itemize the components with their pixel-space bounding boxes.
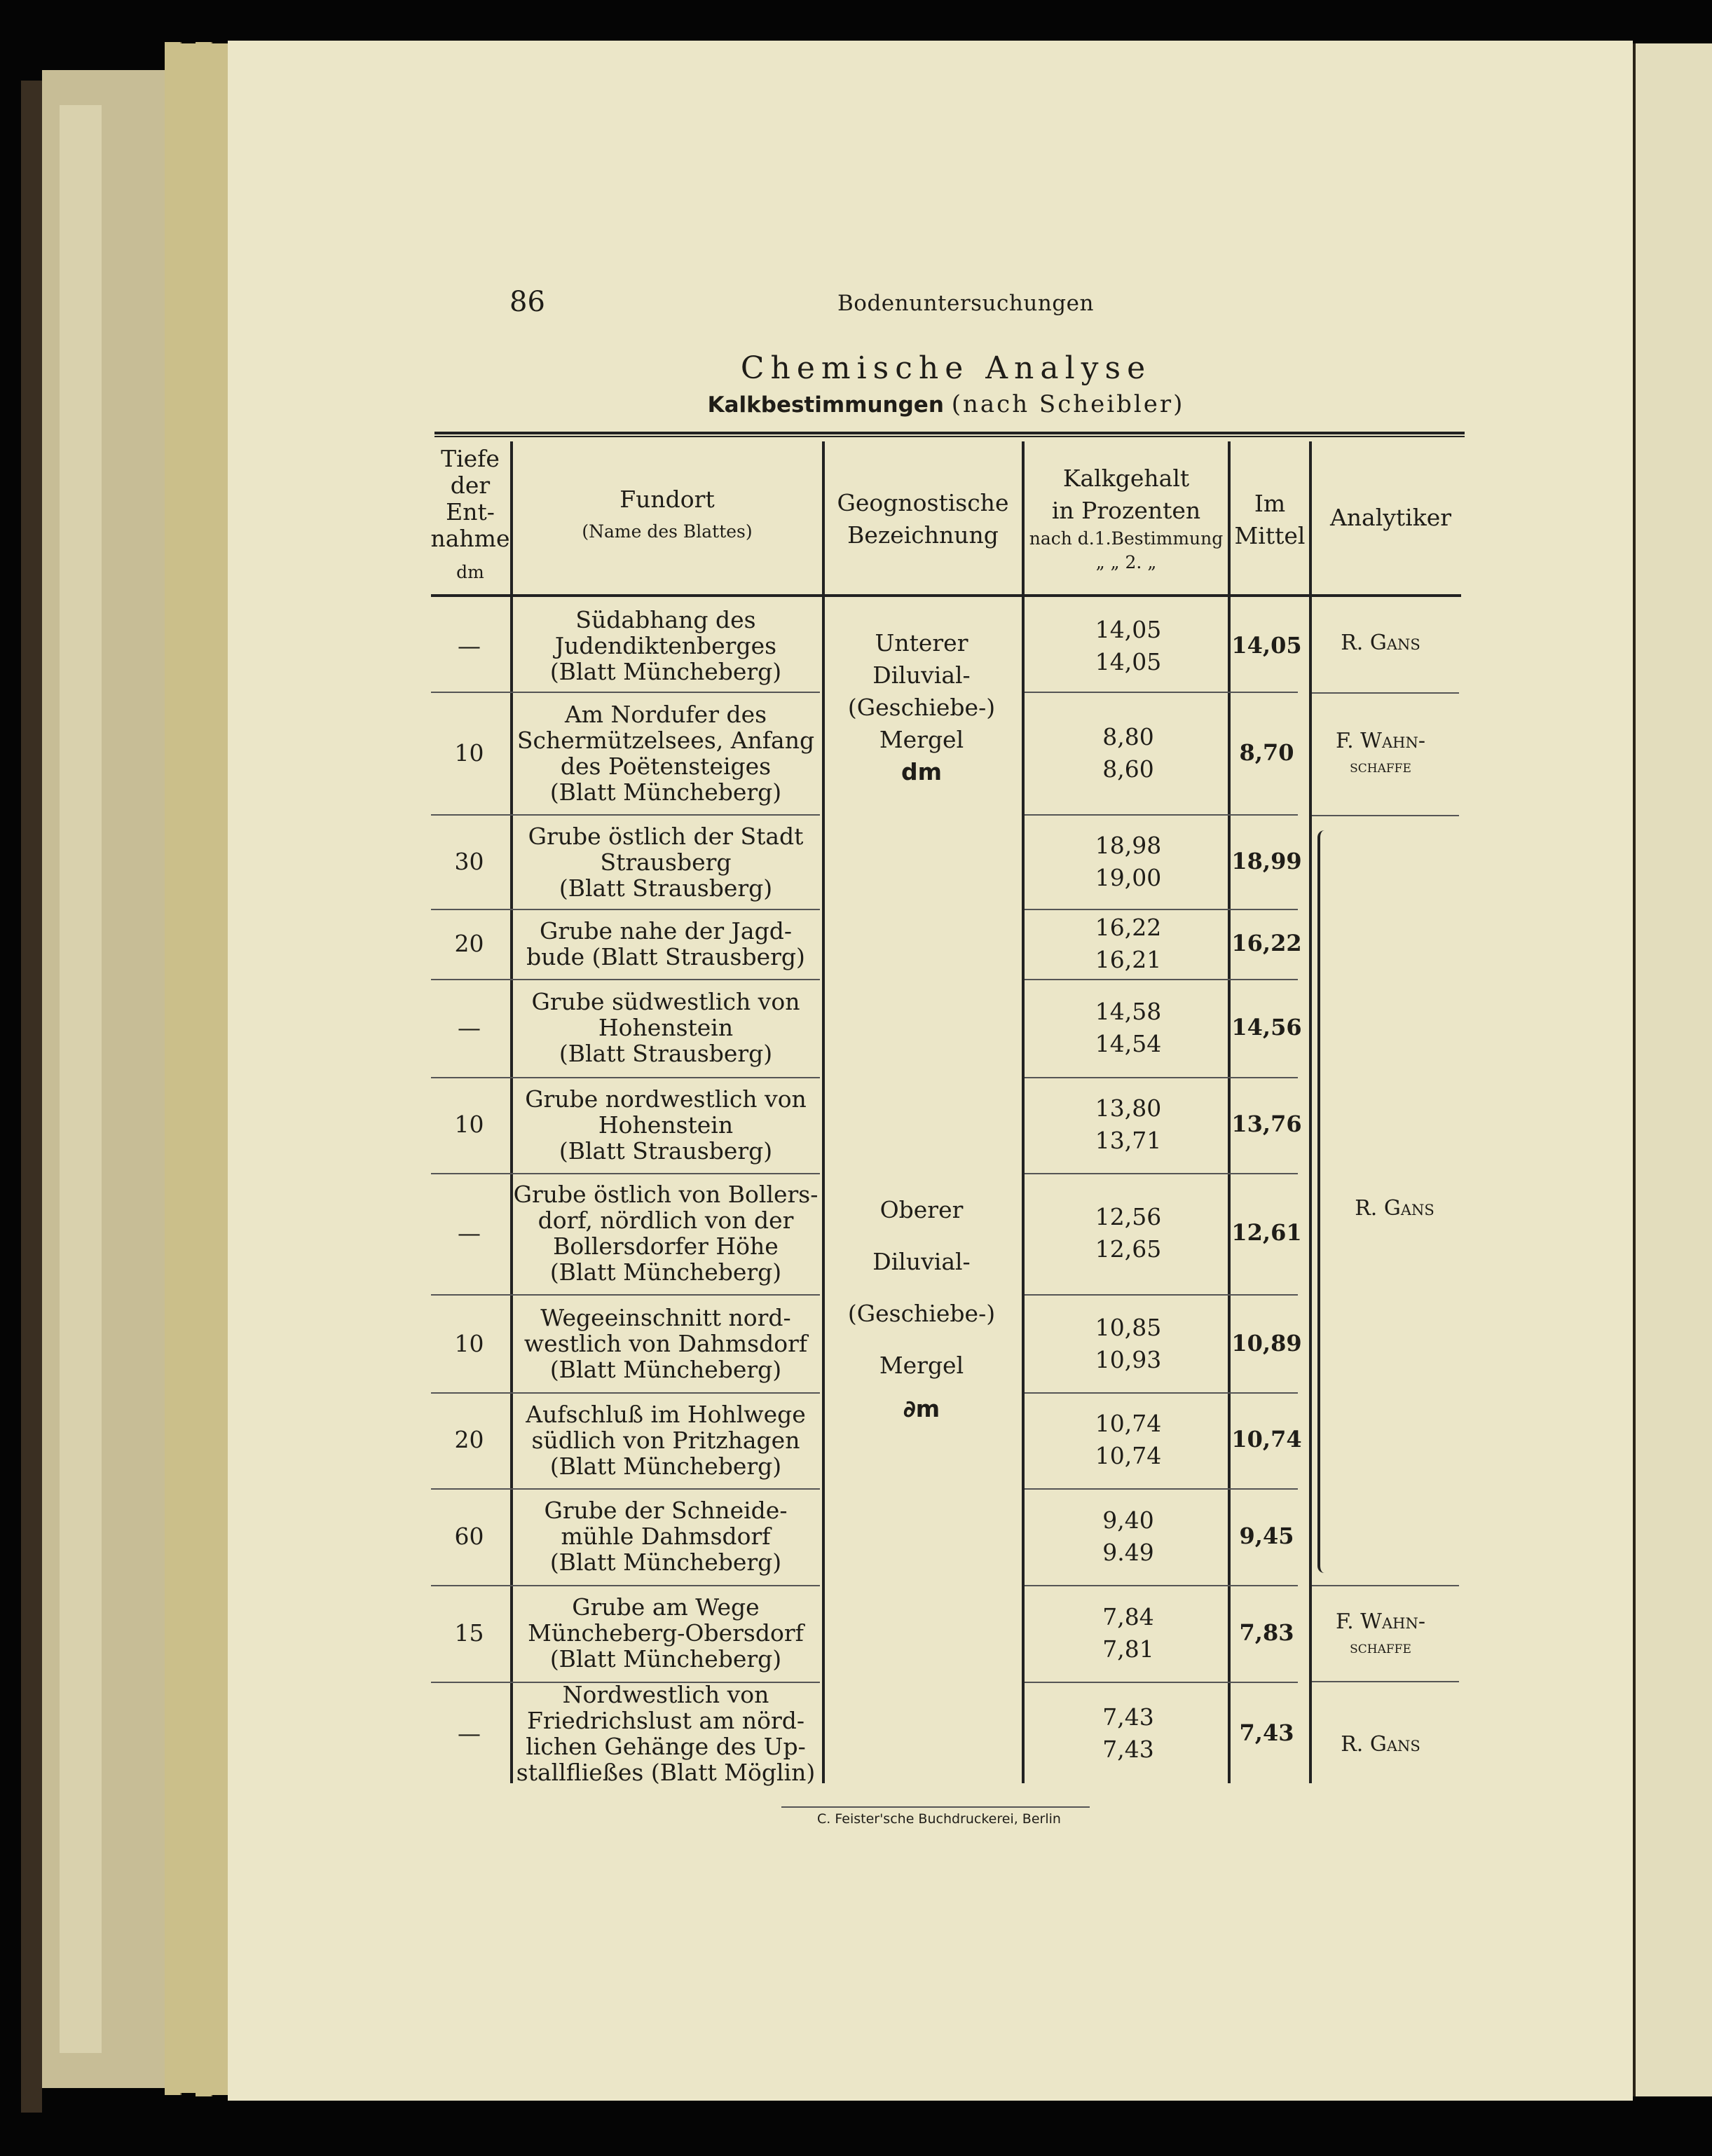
page-stack-edge — [165, 42, 182, 2095]
value-v2: 10,93 — [1095, 1345, 1162, 1373]
fundort-line: dorf, nördlich von der — [537, 1207, 794, 1234]
col-divider-5 — [1309, 441, 1312, 1783]
header-analytiker: Analytiker — [1329, 504, 1452, 531]
row-values — [1023, 1701, 1233, 1766]
row-fundort — [512, 607, 820, 685]
page-title: Chemische Analyse — [740, 350, 1152, 386]
row-depth: — — [458, 1719, 481, 1747]
row-separator — [431, 1294, 820, 1296]
analyst-separator — [1312, 815, 1459, 816]
row-fundort — [512, 1181, 820, 1285]
analyst-separator — [1312, 1585, 1459, 1586]
fundort-line: Grube der Schneide- — [544, 1497, 788, 1524]
subtitle-bold: Kalkbestimmungen — [707, 392, 944, 418]
fundort-line: Am Nordufer des — [564, 701, 767, 728]
row-depth: — — [458, 1219, 481, 1247]
row-separator — [431, 814, 820, 816]
row-depth: 30 — [454, 848, 484, 875]
row-mean: 14,56 — [1231, 1013, 1302, 1041]
row-mean: 12,61 — [1231, 1219, 1302, 1246]
value-v1: 12,56 — [1095, 1203, 1162, 1230]
row-values — [1023, 1312, 1233, 1376]
fundort-line: bude (Blatt Strausberg) — [526, 942, 805, 970]
fundort-line: stallfließes (Blatt Möglin) — [516, 1759, 816, 1786]
header-bottom-rule — [431, 594, 1461, 597]
row-fundort — [512, 1682, 820, 1785]
next-page-edge — [1633, 43, 1712, 2096]
row-mean: 8,70 — [1239, 739, 1294, 766]
header-kalk — [1025, 462, 1228, 575]
header-geo — [825, 487, 1021, 551]
row-separator — [1025, 1077, 1298, 1078]
geo-group-upper — [823, 1184, 1020, 1427]
row-mean: 10,89 — [1231, 1329, 1302, 1357]
row-separator — [431, 1077, 820, 1078]
row-separator — [431, 1392, 820, 1394]
value-v2: 14,05 — [1095, 647, 1162, 675]
value-v2: 14,54 — [1095, 1029, 1162, 1057]
header-mittel — [1231, 488, 1309, 552]
header-geo-line: Bezeichnung — [847, 521, 999, 549]
fundort-line: (Blatt Müncheberg) — [549, 778, 782, 806]
fundort-line: Grube östlich der Stadt — [528, 822, 804, 850]
row-separator — [1025, 1682, 1298, 1683]
header-depth-line: der — [450, 472, 491, 499]
row-separator — [431, 909, 820, 910]
row-separator — [431, 1173, 820, 1174]
value-v2: 13,71 — [1095, 1127, 1162, 1154]
fundort-line: westlich von Dahmsdorf — [523, 1330, 808, 1357]
fundort-line: (Blatt Müncheberg) — [549, 1452, 782, 1480]
fundort-line: mühle Dahmsdorf — [561, 1523, 771, 1550]
row-mean: 7,43 — [1239, 1719, 1294, 1746]
row-values — [1023, 721, 1233, 785]
subtitle-rest: (nach Scheibler) — [951, 390, 1185, 418]
row-separator — [1025, 909, 1298, 910]
geo-line: Mergel — [879, 1352, 964, 1379]
header-depth-line: Tiefe — [441, 445, 500, 472]
row-separator — [431, 979, 820, 980]
analyst-line: F. Wahn- — [1335, 729, 1426, 753]
row-fundort — [512, 918, 820, 970]
header-fundort-sub: (Name des Blattes) — [582, 521, 753, 542]
row-separator — [1025, 692, 1298, 693]
fundort-line: (Blatt Strausberg) — [559, 874, 773, 902]
row-separator — [431, 1585, 820, 1586]
row-mean: 14,05 — [1231, 631, 1302, 659]
value-v1: 13,80 — [1095, 1094, 1162, 1122]
value-v1: 14,05 — [1095, 615, 1162, 643]
page-stack-edge — [180, 43, 197, 2093]
geo-line: Unterer — [875, 629, 968, 657]
fundort-line: Grube nordwestlich von — [525, 1085, 807, 1113]
row-mean: 10,74 — [1231, 1426, 1302, 1453]
row-separator — [431, 692, 820, 693]
row-values — [1023, 830, 1233, 894]
geo-symbol: dm — [900, 758, 942, 785]
fundort-line: (Blatt Müncheberg) — [549, 1549, 782, 1576]
header-kalk-line: Kalkgehalt — [1062, 465, 1190, 492]
row-depth: 20 — [454, 1426, 484, 1453]
fundort-line: Grube nahe der Jagd- — [540, 916, 792, 945]
analyst-separator — [1312, 1681, 1459, 1682]
row-depth: — — [458, 631, 481, 659]
row-fundort — [512, 1594, 820, 1672]
value-v2: 12,65 — [1095, 1235, 1162, 1263]
fundort-line: (Blatt Müncheberg) — [549, 658, 782, 685]
row-separator — [1025, 1585, 1298, 1586]
fundort-line: (Blatt Müncheberg) — [549, 1356, 782, 1383]
running-head: Bodenuntersuchungen — [837, 291, 1094, 316]
header-fundort — [513, 483, 821, 548]
value-v1: 14,58 — [1095, 997, 1162, 1025]
fundort-line: Südabhang des — [575, 606, 756, 633]
row-separator — [1025, 1294, 1298, 1296]
header-kalk-sub1: nach d.1.Bestimmung — [1029, 528, 1224, 549]
row-separator — [1025, 1392, 1298, 1394]
row-depth: 10 — [454, 1329, 484, 1357]
fundort-line: lichen Gehänge des Up- — [526, 1733, 806, 1760]
value-v1: 7,84 — [1102, 1602, 1154, 1630]
header-depth-unit: dm — [456, 562, 484, 582]
header-mittel-line: Mittel — [1234, 522, 1306, 549]
left-page-inner — [60, 105, 102, 2053]
header-depth — [429, 446, 512, 586]
analyst-row-11 — [1317, 1608, 1444, 1659]
geo-group-lower — [823, 627, 1020, 788]
row-mean: 16,22 — [1231, 929, 1302, 956]
row-fundort — [512, 1497, 820, 1575]
page-number: 86 — [509, 286, 545, 318]
row-depth: 15 — [454, 1619, 484, 1647]
analyst-group: R. Gans — [1355, 1196, 1434, 1221]
value-v1: 9,40 — [1102, 1506, 1154, 1534]
geo-line: Mergel — [879, 726, 964, 753]
book-spine — [21, 81, 42, 2113]
row-values — [1023, 1504, 1233, 1569]
row-values — [1023, 1092, 1233, 1157]
fundort-line: Müncheberg-Obersdorf — [528, 1619, 804, 1647]
analyst-line: F. Wahn- — [1335, 1609, 1426, 1634]
geo-line: Diluvial- — [872, 661, 971, 689]
analyst-row-12: R. Gans — [1341, 1732, 1420, 1757]
value-v1: 8,80 — [1102, 723, 1154, 750]
geo-symbol: ∂m — [903, 1395, 940, 1422]
value-v2: 19,00 — [1095, 864, 1162, 891]
value-v1: 18,98 — [1095, 832, 1162, 859]
fundort-line: Schermützelsees, Anfang — [516, 727, 815, 754]
value-v2: 8,60 — [1102, 755, 1154, 783]
fundort-line: Judendiktenberges — [554, 632, 777, 659]
row-values — [1023, 1201, 1233, 1265]
value-v2: 9.49 — [1102, 1538, 1154, 1566]
value-v2: 7,43 — [1102, 1736, 1154, 1763]
fundort-line: Bollersdorfer Höhe — [553, 1233, 779, 1260]
fundort-line: Nordwestlich von — [562, 1681, 769, 1708]
header-mittel-line: Im — [1254, 490, 1286, 517]
row-depth: 60 — [454, 1522, 484, 1550]
row-mean: 13,76 — [1231, 1111, 1302, 1137]
geo-line: (Geschiebe-) — [847, 1300, 996, 1327]
header-kalk-line: in Prozenten — [1051, 497, 1201, 524]
value-v1: 7,43 — [1102, 1703, 1154, 1731]
fundort-line: (Blatt Strausberg) — [559, 1137, 773, 1165]
fundort-line: des Poëtensteiges — [560, 753, 772, 780]
geo-line: (Geschiebe-) — [847, 694, 996, 721]
header-depth-line: nahme — [430, 525, 510, 552]
row-depth: 20 — [454, 929, 484, 957]
row-depth: 10 — [454, 1111, 484, 1138]
fundort-line: (Blatt Strausberg) — [559, 1040, 773, 1067]
footer-rule — [781, 1806, 1090, 1808]
book-page — [228, 41, 1633, 2101]
analyst-separator — [1312, 692, 1459, 694]
row-separator — [1025, 979, 1298, 980]
fundort-line: Strausberg — [600, 848, 732, 876]
value-v2: 10,74 — [1095, 1442, 1162, 1469]
row-values — [1023, 1601, 1233, 1666]
row-depth: 10 — [454, 739, 484, 767]
row-separator — [1025, 1488, 1298, 1490]
row-values — [1023, 912, 1233, 976]
row-values — [1023, 996, 1233, 1060]
printer-imprint: C. Feister'sche Buchdruckerei, Berlin — [817, 1811, 1061, 1827]
row-values — [1023, 614, 1233, 678]
analyst-row-2 — [1317, 727, 1444, 778]
analyst-line: schaffe — [1350, 757, 1411, 776]
page-stack-edge — [196, 42, 212, 2096]
analyst-row-1: R. Gans — [1341, 631, 1420, 655]
fundort-line: (Blatt Müncheberg) — [549, 1258, 782, 1286]
analyst-line: schaffe — [1350, 1637, 1411, 1657]
fundort-line: Wegeeinschnitt nord- — [540, 1304, 791, 1331]
row-values — [1023, 1408, 1233, 1472]
row-fundort — [512, 1401, 820, 1479]
value-v1: 10,74 — [1095, 1410, 1162, 1437]
fundort-line: Grube südwestlich von — [531, 988, 800, 1015]
page-subtitle — [561, 390, 1331, 418]
page-stack-edge — [211, 43, 229, 2095]
value-v2: 7,81 — [1102, 1635, 1154, 1663]
header-depth-line: Ent- — [446, 498, 495, 526]
geo-line: Diluvial- — [872, 1248, 971, 1275]
fundort-line: Grube am Wege — [572, 1593, 760, 1621]
table-top-rule-2 — [434, 436, 1465, 437]
value-v2: 16,21 — [1095, 945, 1162, 973]
table-top-rule — [434, 432, 1465, 434]
row-separator — [1025, 1173, 1298, 1174]
fundort-line: Grube östlich von Bollers- — [513, 1181, 819, 1208]
row-mean: 18,99 — [1231, 848, 1302, 874]
row-fundort — [512, 823, 820, 901]
row-separator — [431, 1488, 820, 1490]
fundort-line: Friedrichslust am nörd- — [527, 1707, 804, 1734]
fundort-line: Aufschluß im Hohlwege — [526, 1400, 806, 1428]
header-kalk-sub2: „ „ 2. „ — [1095, 552, 1157, 572]
value-v1: 16,22 — [1095, 913, 1162, 941]
fundort-line: Hohenstein — [598, 1111, 734, 1139]
row-mean: 7,83 — [1239, 1619, 1294, 1646]
row-fundort — [512, 1086, 820, 1164]
header-geo-line: Geognostische — [837, 489, 1009, 516]
fundort-line: südlich von Pritzhagen — [531, 1426, 800, 1454]
row-depth: — — [458, 1013, 481, 1041]
row-fundort — [512, 1305, 820, 1382]
geo-line: Oberer — [879, 1196, 964, 1223]
value-v1: 10,85 — [1095, 1313, 1162, 1341]
row-fundort — [512, 989, 820, 1066]
header-fundort-label: Fundort — [619, 486, 715, 513]
row-separator — [1025, 814, 1298, 816]
row-mean: 9,45 — [1239, 1522, 1294, 1549]
fundort-line: Hohenstein — [598, 1014, 734, 1041]
row-fundort — [512, 701, 820, 805]
fundort-line: (Blatt Müncheberg) — [549, 1645, 782, 1673]
